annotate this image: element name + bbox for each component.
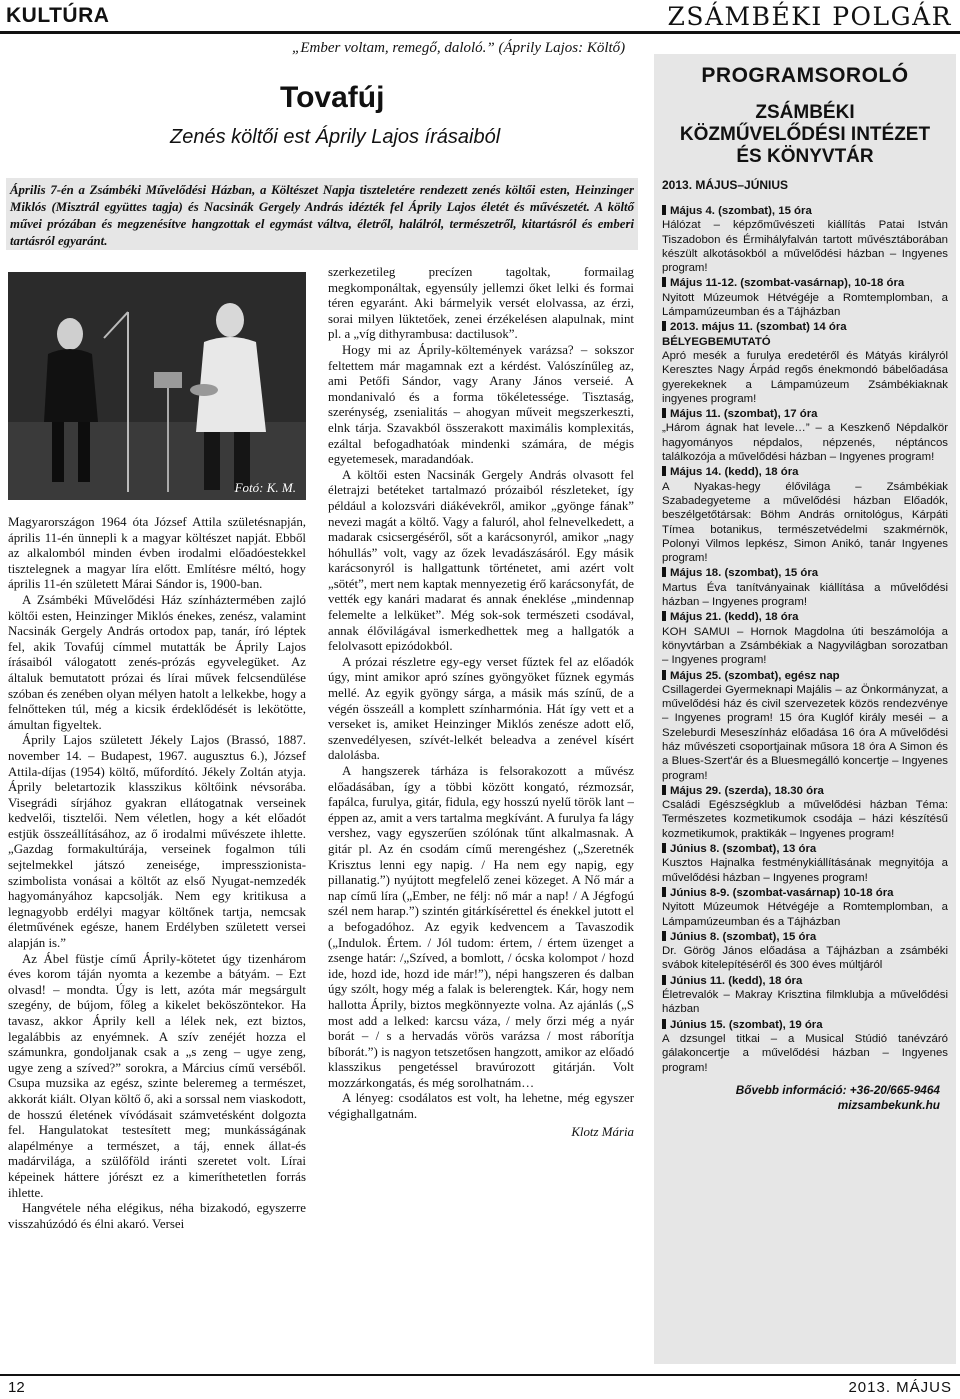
event-item: [662, 566, 948, 609]
bullet-bar-icon: [662, 277, 666, 287]
article-author: Klotz Mária: [571, 1124, 634, 1139]
event-item: [662, 465, 948, 565]
event-description: Apró mesék a furulya eredetéről és Mátyás királyról Keresztes Nagy Árpád regős énekmondó bábelőadása gyerekeknek a Lámpamúzeum Zsámbékiaknak ingyenes program!: [662, 349, 948, 405]
event-date-text: Június 8. (szombat), 15 óra: [670, 930, 817, 943]
event-date: [662, 974, 948, 988]
event-date: [662, 784, 948, 798]
event-date: [662, 465, 948, 479]
sidebar-info: [662, 1083, 948, 1113]
paragraph: Hangvétele néha elégikus, néha bizakodó, egyszerre visszahúzódó és élni akaró. Versei: [8, 1201, 306, 1231]
event-date-text: Június 11. (kedd), 18 óra: [670, 974, 803, 987]
info-phone: Bővebb információ: +36-20/665-9464: [735, 1082, 940, 1097]
institution-line: ÉS KÖNYVTÁR: [736, 146, 874, 167]
bullet-bar-icon: [662, 321, 666, 331]
event-item: [662, 610, 948, 667]
photo-credit: Fotó: K. M.: [234, 480, 296, 495]
event-item: [662, 407, 948, 464]
bullet-bar-icon: [662, 843, 666, 853]
event-date: [662, 320, 948, 349]
event-description: A Nyakas-hegy élővilága – Zsámbékiak Szabadegyeteme a művelődési házban Előadók, beszélgetőtársak: Böhm András ornitológus, Kárpáti Tímea botanikus, természetvédelmi szakmérnök, Polonyi Vilmos lepkész, Simon Anikó, tanár Ingyenes program!: [662, 480, 948, 565]
bullet-bar-icon: [662, 1019, 666, 1029]
event-date-text: Május 25. (szombat), egész nap: [670, 669, 840, 682]
event-description: Életrevalók – Makray Krisztina filmklubja a művelődési házban: [662, 989, 948, 1016]
paragraph: Magyarországon 1964 óta József Attila születésnapján, április 11-én ünnepli k a magyar költészet napját. Ebből az alkalomból minden évben irodalmi előadóestekkel tisztelegnek a magyar líra előtt. Említésre méltó, hogy április 11-én született Márai Sándor is, 1900-ban.: [8, 515, 306, 592]
institution-line: ZSÁMBÉKI: [755, 102, 855, 123]
article-lead: Április 7-én a Zsámbéki Művelődési Házban, a Költészet Napja tiszteletére rendezett zenés költői esten, Heinzinger Miklós (Misztrál együttes tagja) és Nacsinák Gergely András idézték fel Áprily Lajos életét és művészetét. A költő művei prózában és megzenésítve hangzottak el egymást váltva, életről, halálról, természetről, kitartásról és emberi tartásról egyaránt.: [6, 178, 638, 250]
event-list: [662, 204, 948, 1075]
event-description: Dr. Görög János előadása a Tájházban a zsámbéki svábok kitelepítéséről és 300 éves múltjáról: [662, 945, 948, 972]
event-description: Kusztos Hajnalka festménykiállításának megnyitója a művelődési házban – Ingyenes program!: [662, 857, 948, 884]
event-date: [662, 930, 948, 944]
event-date-text: Június 8-9. (szombat-vasárnap) 10-18 óra: [670, 886, 894, 899]
event-date: [662, 566, 948, 580]
bullet-bar-icon: [662, 887, 666, 897]
event-date: [662, 1018, 948, 1032]
event-item: [662, 204, 948, 275]
paragraph: Az Ábel füstje című Áprily-kötetet úgy tizenhárom éves korom táján nyomta a kezembe a bátyám. – Ezt olvasd! – mondta. Úgy is lett, azóta már megsárgult szegény, de bújom, főleg a kikelet beköszöntekor. Ha tavasz, akkor Áprily kell a lélek nek, ezt biztos, legalábbis az enyémnek. A szív zenéjét hozza el számunkra, gondoljanak csak a „s zeng – ugye zeng, ugye zeng a szíved?” sorokra, a Március című verséből. Csupa muzsika az egész, szinte beleremeg a természet, akkorát kiált. Olyan költő ő, aki a sorssal nem viaskodott, de hosszú életének vívódásait számvetésként dolgozta fel. Hangulatokat testesített meg; munkásságának alapélménye a természet, a táj, ennek állat-és madárvilága, a szülőföld iránti szeretet volt. Lírai képeinek háttere jórészt ez a kimeríthetetlen forrás ihlette.: [8, 951, 306, 1200]
sidebar-institution: [662, 102, 948, 168]
article-column-1: [8, 515, 306, 1375]
event-date: [662, 669, 948, 683]
event-date: [662, 610, 948, 624]
bullet-bar-icon: [662, 931, 666, 941]
bullet-bar-icon: [662, 670, 666, 680]
bullet-bar-icon: [662, 408, 666, 418]
article-photo: [8, 272, 306, 500]
event-date-text: Május 18. (szombat), 15 óra: [670, 567, 819, 580]
event-item: [662, 276, 948, 319]
paragraph: Hogy mi az Áprily-költemények varázsa? – sokszor feltettem már magamnak ezt a kérdést. Valószínűleg az, ami Petőfi Sándor, vagy Arany János verseié. A mondanivaló és a forma tökéletessége. Tisztaság, szerénység, zsenialitás – ahogyan műveit megszerkeszti, elnk tárja. Szavakból összerakott maximális komplexitás, ezáltal befogadhatóak mindenki számára, de mégis egyetemesek, maradandóak.: [328, 342, 634, 467]
event-item: [662, 974, 948, 1017]
event-description: Hálózat – képzőművészeti kiállítás Patai István Tiszadobon és Érmihályfalván tartott művésztáborában készült alkotásokból a művelődési házban – Ingyenes program!: [662, 219, 948, 275]
section-label: KULTÚRA: [6, 4, 110, 27]
event-date-text: Május 4. (szombat), 15 óra: [670, 205, 812, 217]
event-date: [662, 204, 948, 218]
bullet-bar-icon: [662, 466, 666, 476]
event-date-text: Június 8. (szombat), 13 óra: [670, 843, 817, 856]
bullet-bar-icon: [662, 205, 666, 215]
event-description: „Három ágnak hat levele…” – a Keszkenő Népdalkör hagyományos népdalos, népzenés, néptáncos találkozója a művelődési házban – Ingyenes program!: [662, 422, 948, 464]
event-description: A dzsungel titkai – a Musical Stúdió tanévzáró gálakoncertje a művelődési házban – Ingyenes program!: [662, 1032, 948, 1074]
page-number: 12: [8, 1379, 25, 1396]
paragraph: A Zsámbéki Művelődési Ház színháztermében zajló költői esten, Heinzinger Miklós énekes, zenész, valamint Nacsinák Gergely András ortodox pap, tanár, író léptek fel, akik Tovafúj címmel mutatták be Áprily Lajos írásaiból válogatott zenés-prózás egyvelegüket. Az általuk bemutatott prózai és lírai művek felcsendülése szóban és zenében olyan mélyen hatolt a lelkekbe, hogy a felnőtteken túl, még a kicsik érdeklődését is lekötötte, ámultan figyeltek.: [8, 592, 306, 732]
event-description: Nyitott Múzeumok Hétvégéje a Romtemplomban, a Lámpamúzeumban és a Tájházban: [662, 291, 948, 319]
event-description: Családi Egészségklub a művelődési házban Téma: Természetes kozmetikumok csodája – házi készítésű kozmetikumok, praktikák – Ingyenes program!: [662, 799, 948, 840]
event-item: [662, 1018, 948, 1075]
top-rule: [0, 31, 960, 34]
event-date-text: Május 14. (kedd), 18 óra: [670, 466, 799, 479]
paragraph: szerkezetileg precízen tagoltak, formailag megkomponáltak, egyensúly jellemzi őket lelki és formai téren egyaránt. Aki bármelyik versét elolvassa, az érzi, sorai milyen lüktetőek, zenei érzékelésen alapulnak, mint pl. a „víg dithyrambusa: dactilusok”.: [328, 265, 634, 342]
performers-photo-icon: [8, 272, 306, 500]
program-sidebar: [654, 54, 956, 1364]
bullet-bar-icon: [662, 567, 666, 577]
article-column-2: [328, 265, 634, 1365]
paragraph: A hangszerek tárháza is felsorakozott a művész előadásában, így a többi között kongató, rézmozsár, fapálca, furulya, gitár, fidula, egy hosszú nyelű török lant – éppen az, amit a vers tartalma megkívánt. A furulya fa lágy vershez, vagy egyszerűen szólónak tűnt alkalmasnak. A gitár pl. Az én csodám című merengéshez („Szeretnék Krisztus lenni egy napig. / Ha nem egy napig, egy pillanatig.”) nyújtott megfelelő zenei közeget. A Nő már a nap című líra („Ember, ne félj: nő már a nap! / A Jégfogú szél nem harap.”) szintén gitárkísérettel és énekkel jutott el a befogadóhoz. Az egyik kedvencem a Tavaszodik („Indulok. Értem. / Jól tudom: értem, / értem üzenget a zsenge határ: /„Szíved, a bomlott, / ócska kolompot / hozd ide, hozd ide, hozd ide már!”), népi hangszeren és dalban úgy szólt, hogy még a falak is belerengtek. Kár, hogy nem hallotta Áprily, biztos megkönnyezte volna. Az ajánlás („S most add a lelked: karcsu váza, / mely őrzi még a nyár borát – / s a hervadás vörös varázsa / most ráborítja bíborát.”) is nagyon tetszetősen hangzott, amikor az előadó klasszikus pengetéssel bravúrozott gitárján. Volt mozzárkongatás, és még sorolhatnám…: [328, 764, 634, 1090]
event-description: Martus Éva tanítványainak kiállítása a művelődési házban – Ingyenes program!: [662, 581, 948, 609]
event-item: [662, 669, 948, 783]
event-date: [662, 407, 948, 421]
event-date-text: Május 11. (szombat), 17 óra: [670, 408, 818, 421]
article-title: Tovafúj: [280, 81, 385, 114]
event-description: KOH SAMUI – Hornok Magdolna úti beszámolója a könyvtárban a Zsámbékiak a Nagyvilágban sorozatban – Ingyenes program!: [662, 625, 948, 667]
event-date-text: 2013. május 11. (szombat) 14 óra BÉLYEGBEMUTATÓ: [662, 321, 847, 348]
event-date-text: Június 15. (szombat), 19 óra: [670, 1018, 823, 1031]
bottom-rule: [0, 1374, 960, 1376]
event-date-text: Május 11-12. (szombat-vasárnap), 10-18 óra: [670, 277, 905, 290]
sidebar-period: 2013. MÁJUS–JÚNIUS: [662, 178, 789, 192]
paragraph: A lényeg: csodálatos est volt, ha lehetne, még egyszer végighallgatnám.: [328, 1091, 634, 1122]
bullet-bar-icon: [662, 611, 666, 621]
event-date-text: Május 29. (szerda), 18.30 óra: [670, 784, 824, 797]
event-item: [662, 930, 948, 973]
event-date: [662, 842, 948, 856]
bullet-bar-icon: [662, 785, 666, 795]
event-date: [662, 276, 948, 290]
bullet-bar-icon: [662, 975, 666, 985]
institution-line: KÖZMŰVELŐDÉSI INTÉZET: [679, 124, 931, 145]
article-subtitle: Zenés költői est Áprily Lajos írásaiból: [170, 126, 501, 148]
event-item: [662, 784, 948, 841]
paragraph: Áprily Lajos született Jékely Lajos (Brassó, 1887. november 14. – Budapest, 1967. augusztus 6.), József Attila-díjas (1954) költő, műfordító. Jékely Zoltán atyja. Áprily beletartozik klasszikus költőink névsorába. Visegrádi sírjához gyakran ellátogatnak verseinek kedvelői, tisztelői. Nem véletlen, hogy a két előadót estjük összeállításához, az ő irodalmi művészete ihlette. „Gazdag formakultúrája, verseinek fogalmon túli sejtelmekkel játszó zeneisége, impresszionista-szimbolista vonásai a költőt az első Nyugat-nemzedék hagyományához kapcsolják. Nem egy kritikusa a legnagyobb erdélyi magyar költőnek tartja, nemcsak életművének egésze, hanem Erdélyben született versei alapján is.”: [8, 733, 306, 951]
sidebar-heading: PROGRAMSOROLÓ: [701, 64, 909, 87]
paragraph: A prózai részletre egy-egy verset fűztek fel az előadók úgy, mint amikor apró színes gyöngyöket fűznek egymás mellé. Az egyik gyöngy sárga, a másik más színű, de a végén összeáll a komplett színharmónia. Hát így vett et a verseket is, amiket Heinzinger Miklós zenésze adott elő, szenvedélyesen, szívét-lelkét beleadva a zenével kísért dalolásba.: [328, 654, 634, 763]
event-date-text: Május 21. (kedd), 18 óra: [670, 611, 799, 624]
event-item: [662, 886, 948, 929]
event-description: Csillagerdei Gyermeknapi Majális – az Önkormányzat, a művelődési ház és civil szervezetek közös rendezvénye – Ingyenes program! 15 óra Kuglóf király meséi – a Szeleburdi Meseszínház előadása 16 óra A művelődési ház művészeti csoportjainak műsora 18 óra A Simon és a Blues-Szert'ár és a Bluesmegálló koncertje – Ingyenes program!: [662, 683, 948, 782]
event-item: [662, 320, 948, 406]
event-item: [662, 842, 948, 885]
paragraph: A költői esten Nacsinák Gergely András olvasott fel életrajzi betéteket tartalmazó prózaiból részleteket, így például a kolozsvári diákévekről, amikor „gyönge fának” nevezi magát a költő. Vagy a faluról, ahol felnevelkedett, a madarak csicsergéséről, sőt a karácsonyról, amikor „nagy hóhullás” volt, vagy az őzek levadászásáról. Egy másik karácsonyról is hallgattunk történetet, ami azért volt „sötét”, mert nem kaptak mennyezetig érő karácsonyfát, de vették egy kanári madarat és annak éneklése „mindennap felemelte a lelküket”. Még sok-sok természeti csodával, annak élővilágával ismerkedhettek meg a hallgatók a felolvasott epizódokból.: [328, 467, 634, 654]
event-date: [662, 886, 948, 900]
epigraph-quote: „Ember voltam, remegő, daloló.” (Áprily Lajos: Költő): [292, 40, 626, 56]
masthead: ZSÁMBÉKI POLGÁR: [667, 2, 952, 31]
info-website[interactable]: mizsambekunk.hu: [837, 1097, 940, 1112]
issue-label: 2013. MÁJUS: [848, 1379, 952, 1396]
event-description: Nyitott Múzeumok Hétvégéje a Romtemplomban, a Lámpamúzeumban és a Tájházban: [662, 901, 948, 928]
